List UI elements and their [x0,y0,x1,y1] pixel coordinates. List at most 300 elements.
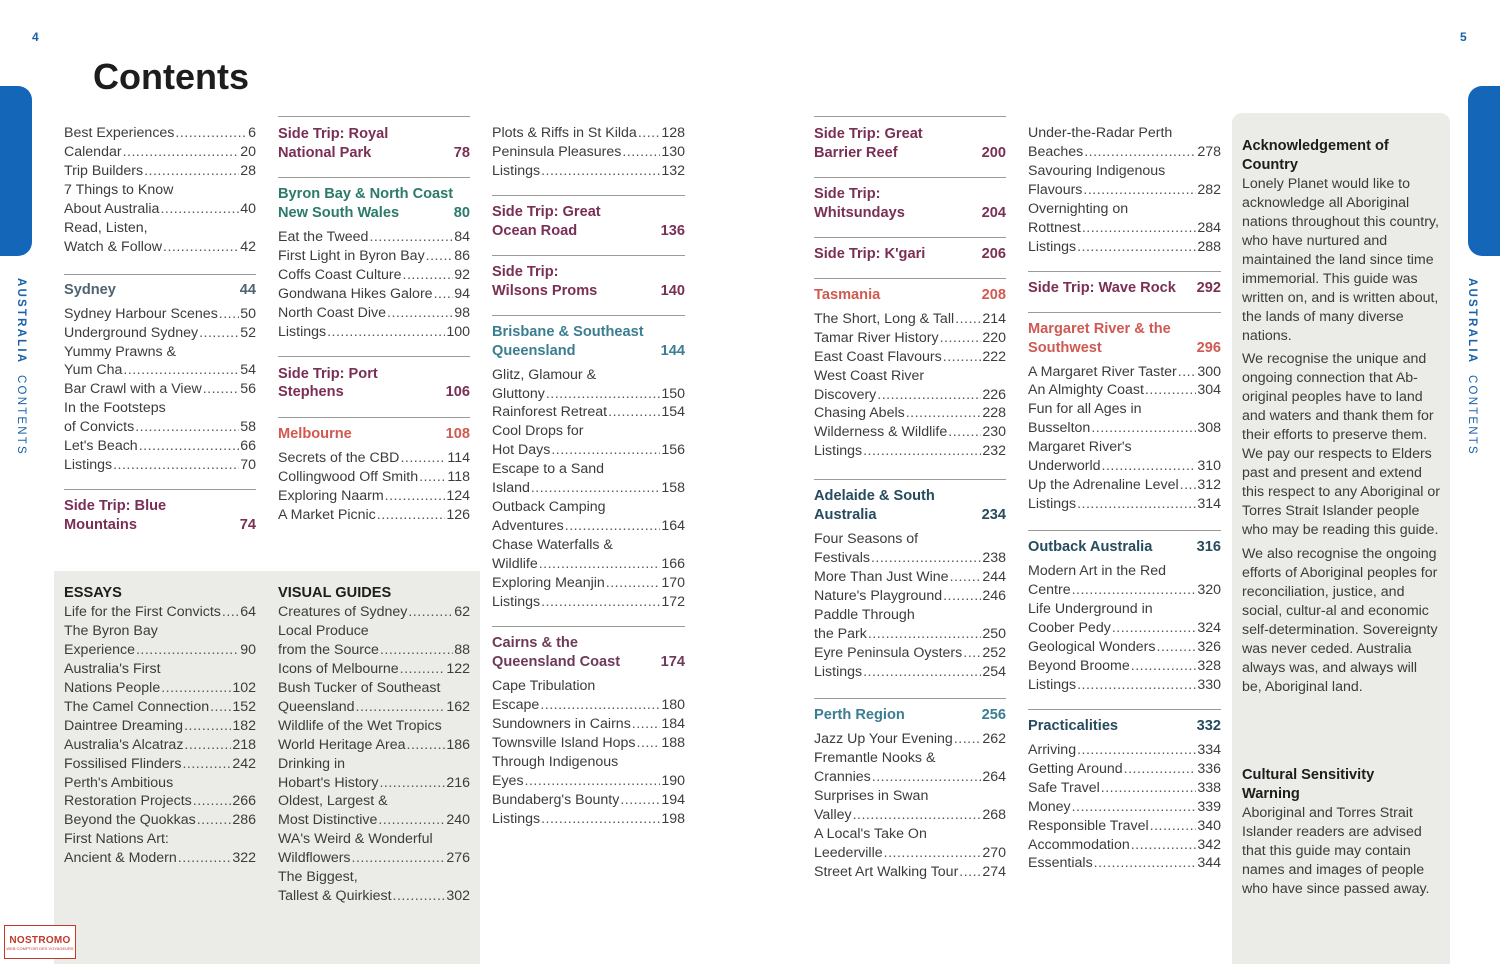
dot-leader [123,361,239,380]
toc-entry-row [492,696,685,715]
toc-entry-page: 64 [240,603,256,620]
toc-entry-line: Life Underground in [1028,601,1153,618]
dot-leader [1077,238,1196,257]
toc-entry-title: More Than Just Wine [814,569,949,586]
toc-entry-page: 326 [1197,638,1221,655]
toc-entry[interactable] [492,422,685,460]
toc-entry-line: Bush Tucker of Southeast [278,679,441,696]
toc-entry[interactable] [64,219,256,257]
dot-leader [906,404,982,423]
toc-entry-page: 86 [454,247,470,264]
dot-leader [419,468,446,487]
toc-entry[interactable] [814,530,1006,568]
toc-entry-row [492,385,685,404]
toc-entry[interactable] [492,574,685,593]
toc-entry-row [492,124,685,143]
toc-entry-page: 240 [446,812,470,829]
toc-entry-title: Accommodation [1028,836,1130,853]
toc-entry[interactable] [814,329,1006,348]
toc-entry[interactable] [492,536,685,574]
toc-entry-row [64,792,256,811]
toc-entry[interactable] [1028,657,1221,676]
toc-entry[interactable] [814,310,1006,329]
toc-entry-page: 264 [982,768,1006,785]
toc-entry-title: Listings [1028,496,1077,513]
toc-entry-page: 270 [982,844,1006,861]
toc-entry-row [64,698,256,717]
section-royal-national-park[interactable]: Side Trip: Royal National Park 78 [278,126,470,161]
dot-leader [539,555,661,574]
section-melbourne[interactable]: Melbourne 108 [278,426,470,443]
toc-entry-page: 286 [232,812,256,829]
toc-entry[interactable] [278,247,470,266]
section-sydney[interactable]: Sydney 44 [64,281,256,298]
toc-entry[interactable] [492,753,685,791]
toc-entry-row [492,574,685,593]
toc-entry[interactable] [1028,476,1221,495]
toc-entry-title: Getting Around [1028,760,1123,777]
dot-leader [1131,836,1197,855]
toc-entry[interactable] [278,266,470,285]
toc-entry-page: 226 [982,386,1006,403]
toc-entry[interactable] [1028,162,1221,200]
toc-entry-row [492,517,685,536]
toc-entry-title: Ancient & Modern [64,850,177,867]
toc-entry-page: 28 [240,162,256,179]
section-port-stephens[interactable]: Side Trip: Port Stephens 106 [278,365,470,401]
toc-entry-page: 310 [1197,458,1221,475]
toc-entry[interactable] [64,399,256,437]
toc-entry[interactable] [1028,760,1221,779]
toc-entry-page: 214 [982,310,1006,327]
section-practicalities[interactable]: Practicalities 332 [1028,717,1221,734]
section-perth-region[interactable]: Perth Region 256 [814,706,1006,723]
dot-leader [853,806,982,825]
toc-entry-row [814,806,1006,825]
dot-leader [637,734,661,753]
dot-leader [1150,817,1197,836]
section-blue-mountains[interactable]: Side Trip: Blue Mountains 74 [64,498,256,534]
toc-entry[interactable] [492,810,685,829]
dot-leader [163,238,239,257]
section-great-ocean-road[interactable]: Side Trip: Great Ocean Road 136 [492,203,685,239]
toc-entry-line: Cool Drops for [492,423,584,440]
toc-entry[interactable] [278,622,470,660]
toc-entry[interactable] [1028,836,1221,855]
toc-entry[interactable] [64,603,256,622]
toc-entry-title: World Heritage Area [278,736,406,753]
toc-entry-row [278,774,470,793]
section-kgari[interactable]: Side Trip: K'gari 206 [814,245,1006,262]
toc-entry[interactable] [64,305,256,324]
toc-entry[interactable] [278,603,470,622]
toc-entry-title: Calendar [64,143,122,160]
dot-leader [1077,741,1196,760]
toc-entry[interactable] [64,717,256,736]
dot-leader [1102,457,1197,476]
toc-entry[interactable] [814,730,1006,749]
page-number-left: 4 [32,30,39,44]
toc-entry-title: Listings [1028,238,1077,255]
toc-entry[interactable] [814,587,1006,606]
toc-entry[interactable] [278,228,470,247]
toc-entry-title: Nature's Playground [814,588,943,605]
toc-entry-page: 170 [661,575,685,592]
toc-entry[interactable] [1028,363,1221,382]
toc-entry[interactable] [814,863,1006,882]
toc-entry-title: Money [1028,798,1071,815]
dot-leader [219,305,239,324]
toc-entry-row [1028,657,1221,676]
dot-leader [943,587,981,606]
toc-entry-page: 132 [661,162,685,179]
toc-entry[interactable] [814,404,1006,423]
side-label-left: AUSTRALIA CONTENTS [15,278,27,456]
toc-entry[interactable] [1028,238,1221,257]
section-brisbane[interactable]: Brisbane & Southeast Queensland 144 [492,323,685,359]
toc-entry-page: 126 [446,507,470,524]
toc-entry-page: 288 [1197,238,1221,255]
toc-entry[interactable] [492,162,685,181]
dot-leader [408,603,453,622]
toc-entry-title: Busselton [1028,420,1091,437]
toc-entry-line: Fremantle Nooks & [814,749,936,766]
toc-entry[interactable] [1028,798,1221,817]
toc-entry-page: 300 [1197,363,1221,380]
toc-entry-page: 54 [240,362,256,379]
dot-leader [1072,581,1197,600]
toc-entry-title: Essentials [1028,855,1093,872]
section-byron-bay[interactable]: Byron Bay & North Coast New South Wales 80 [278,185,470,221]
toc-entry-page: 314 [1197,496,1221,513]
toc-entry[interactable] [1028,438,1221,476]
toc-entry[interactable] [64,622,256,660]
toc-entry[interactable] [1028,200,1221,238]
toc-entry-page: 156 [661,442,685,459]
toc-entry[interactable] [1028,381,1221,400]
dot-leader [565,517,661,536]
toc-entry-line: Wildlife of the Wet Tropics [278,717,442,734]
toc-entry-title: Tallest & Quirkiest [278,888,392,905]
toc-entry-page: 162 [446,698,470,715]
toc-entry[interactable] [278,717,470,755]
dot-leader [877,386,981,405]
toc-entry-row [492,403,685,422]
toc-entry[interactable] [492,460,685,498]
toc-entry[interactable] [278,755,470,793]
toc-entry-title: Listings [814,443,863,460]
toc-entry-row [64,849,256,868]
toc-entry-row [64,305,256,324]
toc-entry-title: Arriving [1028,741,1077,758]
dot-leader [203,380,240,399]
dot-leader [434,285,454,304]
toc-entry-title: Jazz Up Your Evening [814,730,953,747]
toc-entry-page: 282 [1197,181,1221,198]
section-tasmania[interactable]: Tasmania 208 [814,286,1006,303]
toc-entry-page: 254 [982,663,1006,680]
toc-entry[interactable] [64,660,256,698]
toc-entry-row [814,386,1006,405]
toc-entry-line: Margaret River's [1028,439,1132,456]
toc-entry-title: Townsville Island Hops [492,734,636,751]
toc-entry-page: 322 [232,850,256,867]
toc-entry[interactable] [814,787,1006,825]
dot-leader [199,324,239,343]
toc-entry-page: 50 [240,305,256,322]
toc-entry[interactable] [64,736,256,755]
toc-entry[interactable] [278,868,470,906]
toc-entry-line: The Biggest, [278,869,358,886]
section-whitsundays[interactable]: Side Trip: Whitsundays 204 [814,185,1006,221]
toc-entry-page: 150 [661,385,685,402]
dot-leader [868,625,981,644]
toc-entry-row [1028,676,1221,695]
toc-entry[interactable] [492,366,685,404]
toc-entry-title: Adventures [492,518,564,535]
toc-entry-page: 278 [1197,143,1221,160]
toc-entry-title: Collingwood Off Smith [278,469,419,486]
cultural-warning-text: Aboriginal and Torres Strait Islander readers are advised that this guide may contain names and images of people who have since passed away. [1242,804,1430,897]
toc-entry-title: About Australia [64,200,160,217]
toc-entry-title: Australia's Alcatraz [64,736,184,753]
toc-entry-title: Yum Cha [64,362,123,379]
toc-entry[interactable] [64,324,256,343]
page-title: Contents [93,56,249,97]
toc-entry[interactable] [64,143,256,162]
toc-entry-page: 102 [232,679,256,696]
toc-entry[interactable] [64,774,256,812]
toc-entry[interactable] [814,825,1006,863]
toc-entry-page: 328 [1197,657,1221,674]
section-outback-australia[interactable]: Outback Australia 316 [1028,539,1221,556]
toc-entry-page: 158 [661,480,685,497]
toc-entry-line: Under-the-Radar Perth [1028,125,1173,141]
toc-entry-row [814,348,1006,367]
dot-leader [1094,854,1197,873]
toc-entry-row [814,844,1006,863]
toc-entry-row [814,568,1006,587]
dot-leader [1178,363,1197,382]
toc-entry[interactable] [1028,638,1221,657]
toc-entry[interactable] [64,380,256,399]
toc-entry-row [1028,419,1221,438]
toc-entry-row [278,887,470,906]
toc-entry[interactable] [492,677,685,715]
dot-leader [1112,619,1197,638]
toc-entry-row [278,641,470,660]
toc-entry-row [278,304,470,323]
dot-leader [632,715,661,734]
toc-entry[interactable] [64,698,256,717]
toc-entry[interactable] [278,323,470,342]
toc-entry[interactable] [278,679,470,717]
section-adelaide[interactable]: Adelaide & South Australia 234 [814,488,1006,524]
toc-entry[interactable] [814,606,1006,644]
acknowledgement-para-1: Lonely Planet would like to acknowledge all Aboriginal nations throughout this country, who have nurtured and maintained the land since time immemorial. This guide was written on, and is written about, the lands of many diverse nations. [1242,175,1439,344]
nostromo-logo: NOSTROMO WEB COMPTOIR DES VOYAGEURS [4,925,76,959]
dot-leader [400,449,446,468]
col-5 [1028,124,1221,873]
toc-entry-row [1028,638,1221,657]
toc-entry[interactable] [814,423,1006,442]
toc-entry[interactable] [814,749,1006,787]
toc-entry-row [492,479,685,498]
toc-entry[interactable] [492,734,685,753]
toc-entry-page: 320 [1197,582,1221,599]
toc-entry[interactable] [278,830,470,868]
toc-entry[interactable] [814,367,1006,405]
toc-entry-title: Exploring Naarm [278,488,384,505]
toc-entry[interactable] [1028,779,1221,798]
toc-entry[interactable] [492,715,685,734]
toc-entry-title: Restoration Projects [64,793,192,810]
toc-entry-title: Bundaberg's Bounty [492,791,620,808]
toc-entry-line: In the Footsteps [64,400,166,417]
toc-entry-row [278,603,470,622]
dot-leader [608,403,660,422]
toc-entry-title: Beyond the Quokkas [64,812,196,829]
essays-list [64,584,256,868]
toc-entry-page: 114 [447,450,470,467]
toc-entry-row [1028,836,1221,855]
chapter-tab-right [1468,86,1500,256]
toc-entry[interactable] [814,568,1006,587]
toc-entry[interactable] [1028,400,1221,438]
toc-entry-title: Plots & Riffs in St Kilda [492,125,637,141]
toc-entry-row [64,200,256,219]
toc-entry-title: Eyes [492,772,524,789]
toc-entry[interactable] [278,506,470,525]
section-wave-rock[interactable]: Side Trip: Wave Rock 292 [1028,279,1221,296]
toc-entry[interactable] [64,437,256,456]
toc-entry-page: 302 [446,888,470,905]
toc-entry[interactable] [64,181,256,219]
toc-entry[interactable] [64,162,256,181]
section-cairns[interactable]: Cairns & the Queensland Coast 174 [492,634,685,670]
toc-entry[interactable] [1028,562,1221,600]
toc-entry[interactable] [492,124,685,143]
section-wilsons-proms[interactable]: Side Trip: Wilsons Proms 140 [492,263,685,299]
toc-entry[interactable] [1028,124,1221,162]
toc-entry-row [64,324,256,343]
section-margaret-river[interactable]: Margaret River & the Southwest 296 [1028,320,1221,356]
toc-entry-title: Daintree Dreaming [64,717,184,734]
toc-entry[interactable] [1028,676,1221,695]
toc-entry-page: 304 [1197,382,1221,399]
toc-entry-page: 242 [232,755,256,772]
toc-entry-page: 244 [982,569,1006,586]
toc-entry[interactable] [814,348,1006,367]
toc-entry-title: Eat the Tweed [278,228,369,245]
toc-entry[interactable] [1028,600,1221,638]
dot-leader [139,437,240,456]
toc-entry-title: Sydney Harbour Scenes [64,305,218,322]
toc-entry[interactable] [278,660,470,679]
toc-entry[interactable] [278,285,470,304]
toc-entry-line: Glitz, Glamour & [492,366,597,383]
toc-entry[interactable] [278,449,470,468]
toc-entry-title: Flavours [1028,181,1083,198]
toc-entry[interactable] [64,456,256,475]
dot-leader [161,679,231,698]
col-2 [278,116,470,525]
toc-entry[interactable] [1028,817,1221,836]
toc-entry[interactable] [64,830,256,868]
toc-entry-page: 84 [454,228,470,245]
toc-entry-title: Listings [814,663,863,680]
section-great-barrier-reef[interactable]: Side Trip: Great Barrier Reef 200 [814,126,1006,161]
toc-entry-title: Festivals [814,550,870,567]
toc-entry[interactable] [64,755,256,774]
toc-entry[interactable] [64,124,256,143]
toc-entry-row [492,810,685,829]
toc-entry[interactable] [814,663,1006,682]
toc-entry[interactable] [1028,495,1221,514]
toc-entry[interactable] [64,811,256,830]
dot-leader [1082,219,1196,238]
dot-leader [184,736,231,755]
toc-entry[interactable] [814,644,1006,663]
essays-heading: ESSAYS [64,585,122,601]
toc-entry[interactable] [278,468,470,487]
toc-entry[interactable] [492,498,685,536]
toc-entry[interactable] [278,792,470,830]
toc-entry[interactable] [278,304,470,323]
dot-leader [959,863,981,882]
toc-entry[interactable] [814,442,1006,461]
toc-entry[interactable] [492,403,685,422]
toc-entry-page: 340 [1197,817,1221,834]
toc-entry-page: 164 [661,518,685,535]
dot-leader [403,266,454,285]
toc-entry[interactable] [278,487,470,506]
toc-entry-row [64,603,256,622]
toc-entry-row [278,811,470,830]
toc-entry[interactable] [492,143,685,162]
toc-entry[interactable] [492,791,685,810]
dot-leader [620,791,660,810]
toc-entry-line: Outback Camping [492,499,606,516]
dot-leader [551,441,660,460]
dot-leader [135,418,239,437]
toc-entry-title: Island [492,480,530,497]
toc-entry-page: 334 [1197,741,1221,758]
toc-entry[interactable] [492,593,685,612]
dot-leader [871,549,981,568]
toc-entry-page: 100 [446,323,470,340]
toc-entry-title: Most Distinctive [278,812,378,829]
dot-leader [963,644,981,663]
dot-leader [1091,419,1196,438]
toc-entry-title: Tamar River History [814,329,939,346]
toc-entry[interactable] [1028,741,1221,760]
toc-entry[interactable] [1028,854,1221,873]
toc-entry[interactable] [64,343,256,381]
toc-entry-page: 58 [240,419,256,436]
toc-entry-row [814,442,1006,461]
toc-entry-row [814,625,1006,644]
toc-entry-title: Wildlife [492,556,538,573]
toc-entry-page: 198 [661,810,685,827]
toc-entry-page: 268 [982,806,1006,823]
toc-entry-page: 330 [1197,676,1221,693]
toc-entry-title: Escape [492,696,540,713]
toc-entry-page: 339 [1197,798,1221,815]
toc-entry-row [1028,219,1221,238]
toc-entry-page: 118 [447,469,470,486]
toc-entry-row [64,361,256,380]
